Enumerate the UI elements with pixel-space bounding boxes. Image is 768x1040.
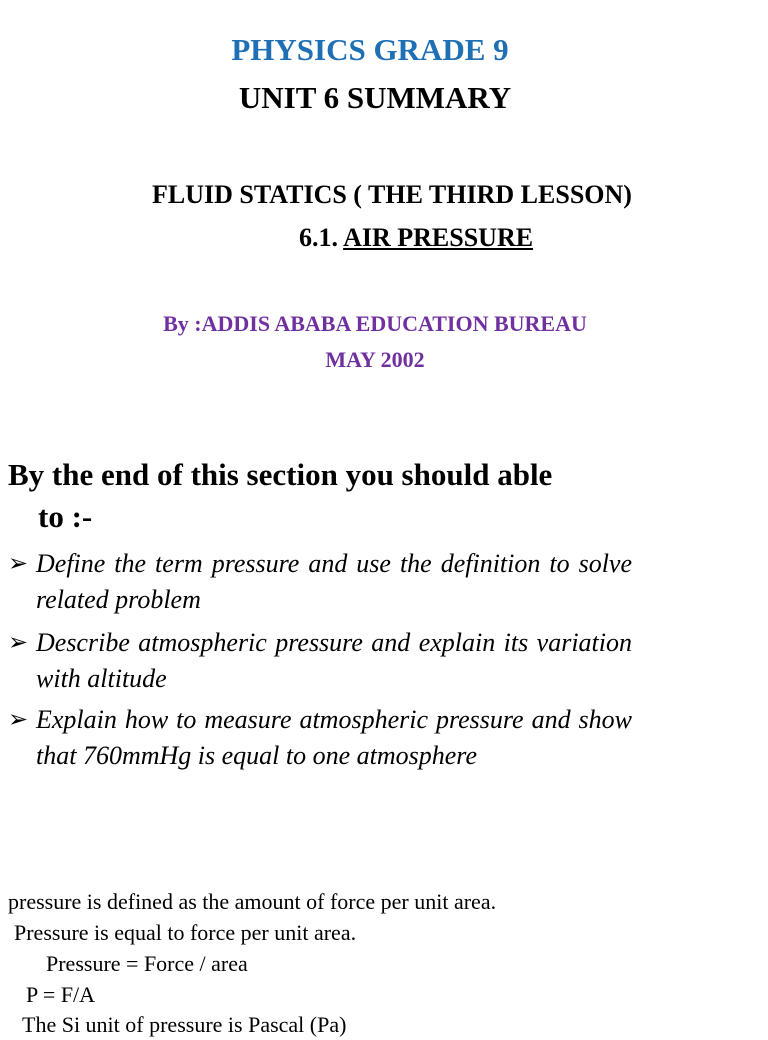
unit-summary-heading: UNIT 6 SUMMARY (238, 80, 512, 115)
objectives-heading-line2: to :- (38, 499, 93, 534)
formula-line: Pressure = Force / area (46, 951, 248, 976)
section-number: 6.1. (299, 223, 338, 252)
document-title: PHYSICS GRADE 9 (231, 32, 509, 67)
publication-date: MAY 2002 (325, 347, 425, 372)
objectives-heading (8, 454, 638, 538)
section-title: AIR PRESSURE (343, 223, 534, 252)
author-byline: By :ADDIS ABABA EDUCATION BUREAU (163, 311, 587, 336)
arrow-bullet-icon: ➢ (8, 551, 29, 577)
lesson-heading: FLUID STATICS ( THE THIRD LESSON) (152, 180, 632, 209)
objective-item (8, 546, 632, 618)
objective-item (8, 625, 632, 697)
section-heading (299, 221, 533, 255)
arrow-bullet-icon: ➢ (8, 707, 29, 733)
objective-text: Define the term pressure and use the definition to solve related problem (36, 549, 632, 614)
objective-text: Describe atmospheric pressure and explain its variation with altitude (36, 628, 632, 693)
formula-line: P = F/A (26, 982, 96, 1007)
arrow-bullet-icon: ➢ (8, 630, 29, 656)
body-text-line: The Si unit of pressure is Pascal (Pa) (22, 1012, 347, 1037)
body-text-line: Pressure is equal to force per unit area. (14, 920, 357, 945)
objective-text: Explain how to measure atmospheric pressure and show that 760mmHg is equal to one atmosphere (36, 705, 632, 770)
objectives-heading-line1: By the end of this section you should able (8, 457, 553, 492)
body-text-line: pressure is defined as the amount of force per unit area. (8, 889, 497, 914)
objective-item (8, 702, 632, 774)
